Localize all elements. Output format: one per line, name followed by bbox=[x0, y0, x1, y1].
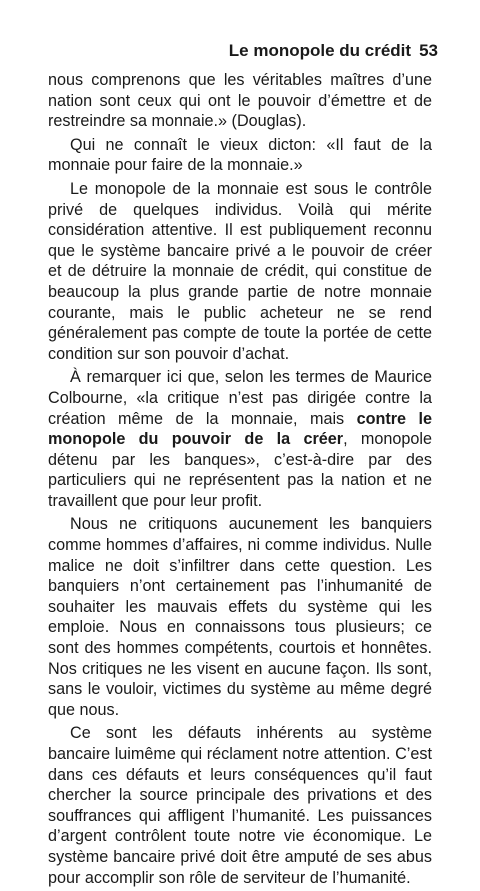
chapter-title: Le monopole du crédit bbox=[228, 41, 412, 60]
paragraph-4-before: À remarquer ici que, selon les termes de Maurice Colbourne, «la critique n’est pas dirigée contre la création même de la monnaie, mais bbox=[48, 368, 432, 428]
paragraph-3: Le monopole de la monnaie est sous le contrôle privé de quelques individus. Voilà qui mérite considération attentive. Il est publiquement reconnu que le système bancaire privé a le pouvoir de créer et de détruire la monnaie de crédit, qui constitue de beaucoup la plus grande partie de notre monnaie courante, mais le public acheteur ne se rend généralement pas compte de toute la portée de cette condition sur son pouvoir d’achat. bbox=[48, 179, 432, 363]
running-header bbox=[42, 41, 438, 61]
paragraph-2: Qui ne connaît le vieux dicton: «Il faut de la monnaie pour faire de la monnaie.» bbox=[48, 135, 432, 175]
page-number: 53 bbox=[419, 41, 438, 60]
paragraph-6: Ce sont les défauts inhérents au système bancaire luimême qui réclament notre attention. C’est dans ces défauts et leurs conséquences qu’il faut chercher la source principale des privations et des souffrances qui affligent l’humanité. Les puissances d’argent contrôlent toute notre vie économique. Le système bancaire privé doit être amputé de ses abus pour accomplir son rôle de serviteur de l’humanité. bbox=[48, 724, 432, 887]
paragraph-5: Nous ne critiquons aucunement les banquiers comme hommes d’affaires, ni comme individus. Nulle malice ne doit s’infiltrer dans cette question. Les banquiers n’ont certainement pas l’inhumanité de souhaiter les mauvais effets du système qui les emploie. Nous en connaissons tous plusieurs; ce sont des hommes compétents, courtois et honnêtes. Nos critiques ne les visent en aucune façon. Ils sont, sans le vouloir, victimes du système au même degré que nous. bbox=[48, 515, 432, 719]
paragraph-4 bbox=[48, 367, 432, 511]
body-text bbox=[48, 70, 432, 891]
paragraph-1: nous comprenons que les véritables maîtres d’une nation sont ceux qui ont le pouvoir d’émettre et de restreindre sa monnaie.» (Douglas). bbox=[48, 71, 432, 131]
paragraph-4-after: , monopole détenu par les banques», c’est-à-dire par des particuliers qui ne représentent pas la nation et ne travaillent que pour leur profit. bbox=[48, 430, 432, 510]
paragraph-4-emphasis: contre le monopole du pouvoir de la créer bbox=[48, 409, 432, 449]
